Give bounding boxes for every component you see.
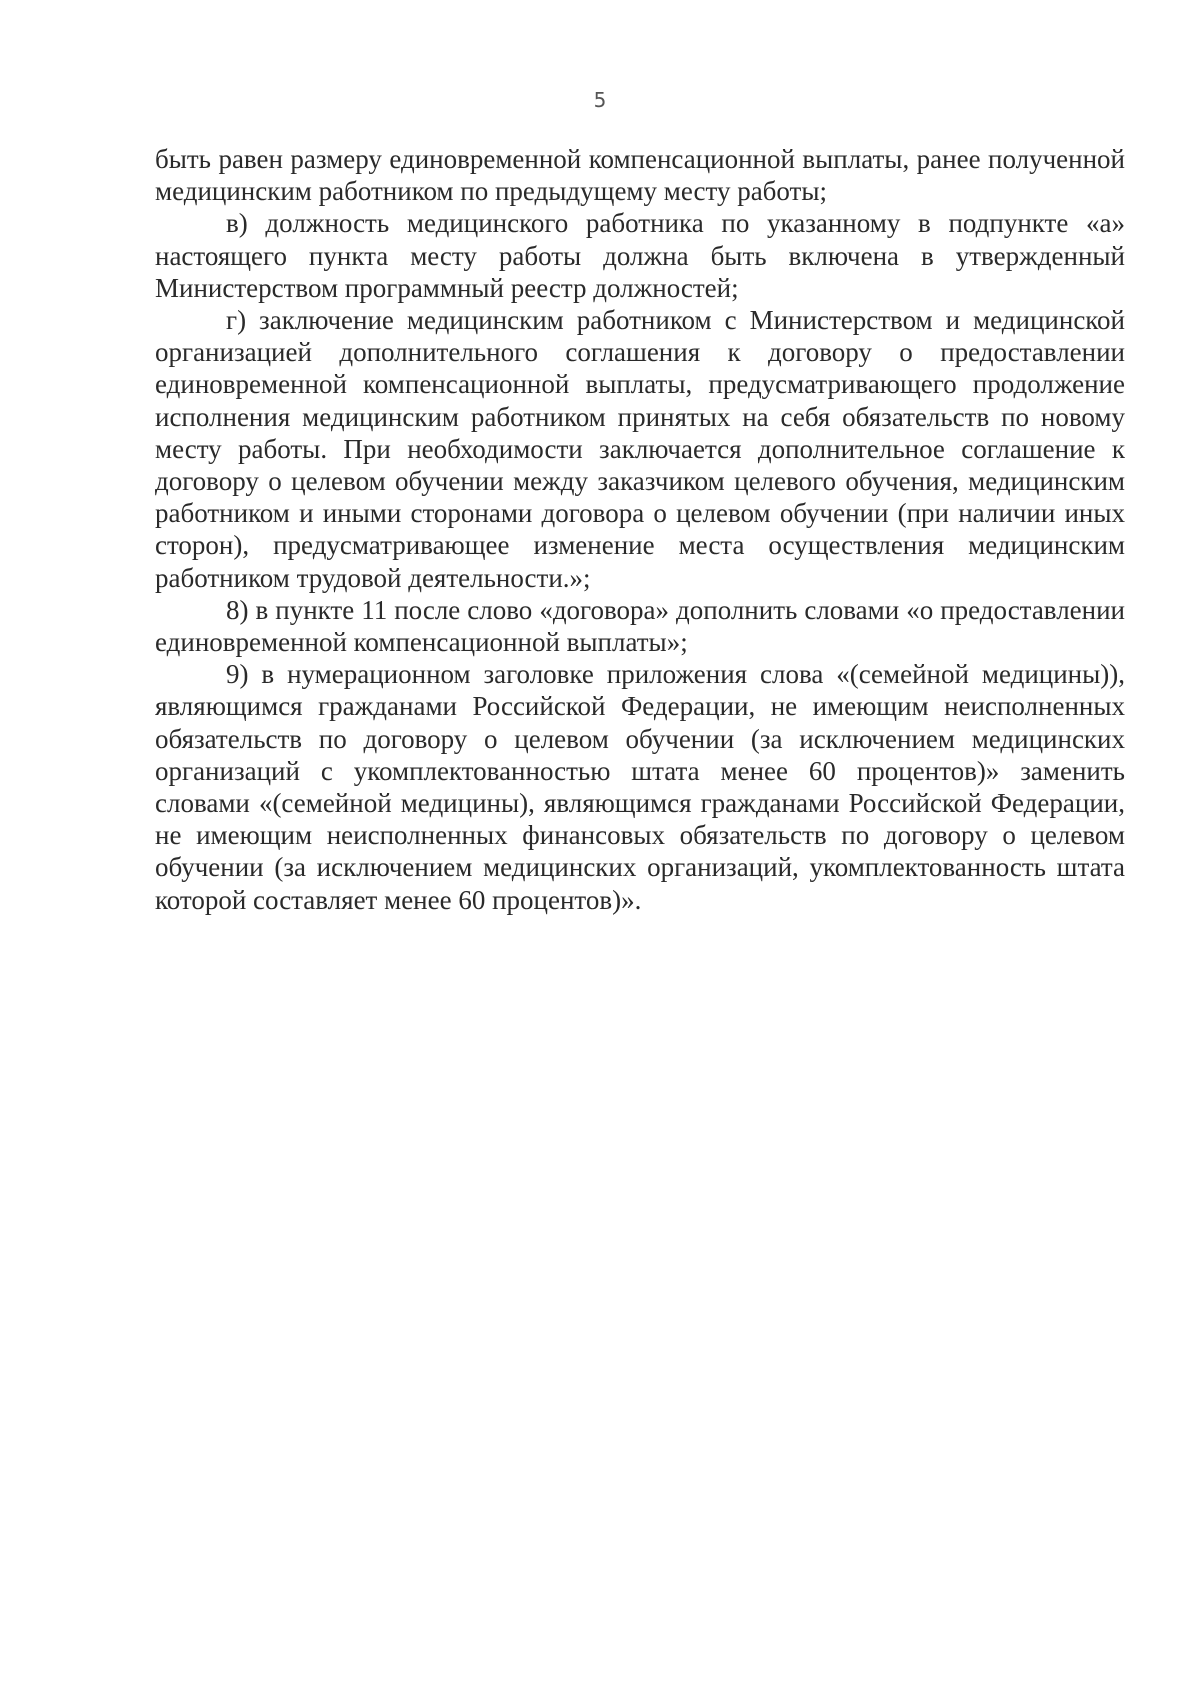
document-body — [155, 143, 1125, 916]
paragraph-subpoint-v: в) должность медицинского работника по указанному в подпункте «а» настоящего пункта месту работы должна быть включена в утвержденный Министерством программный реестр должностей; — [155, 208, 1125, 303]
page-number: 5 — [593, 88, 607, 112]
paragraph-item-8: 8) в пункте 11 после слово «договора» дополнить словами «о предоставлении единовременной компенсационной выплаты»; — [155, 594, 1125, 658]
paragraph-continuation: быть равен размеру единовременной компенсационной выплаты, ранее полученной медицинским работником по предыдущему месту работы; — [155, 144, 1125, 207]
paragraph-subpoint-g: г) заключение медицинским работником с Министерством и медицинской организацией дополнительного соглашения к договору о предоставлении единовременной компенсационной выплаты, предусматривающего продолжение исполнения медицинским работником принятых на себя обязательств по новому месту работы. При необходимости заключается дополнительное соглашение к договору о целевом обучении между заказчиком целевого обучения, медицинским работником и иными сторонами договора о целевом обучении (при наличии иных сторон), предусматривающее изменение места осуществления медицинским работником трудовой деятельности.»; — [155, 305, 1125, 593]
paragraph-item-9: 9) в нумерационном заголовке приложения слова «(семейной медицины)), являющимся гражданами Российской Федерации, не имеющим неисполненных обязательств по договору о целевом обучении (за исключением медицинских организаций с укомплектованностью штата менее 60 процентов)» заменить словами «(семейной медицины), являющимся гражданами Российской Федерации, не имеющим неисполненных финансовых обязательств по договору о целевом обучении (за исключением медицинских организаций, укомплектованность штата которой составляет менее 60 процентов)». — [155, 659, 1125, 915]
